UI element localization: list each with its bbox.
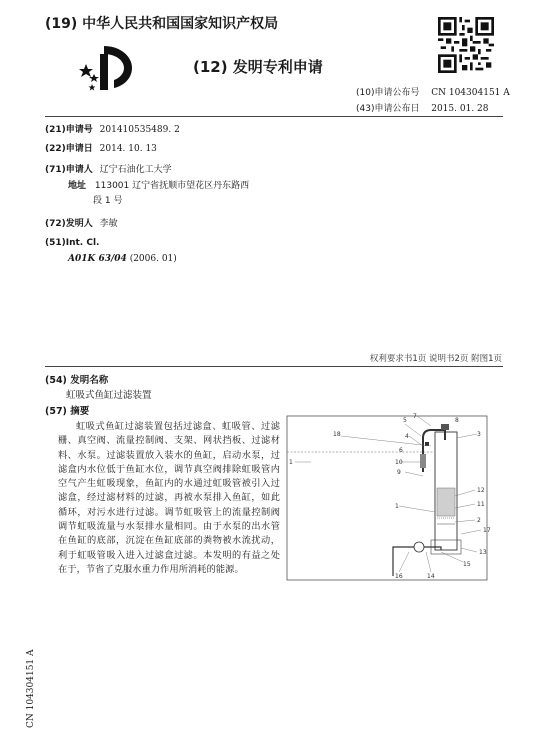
address-line-1: 113001 辽宁省抚顺市望花区丹东路西 bbox=[94, 181, 250, 191]
figure-label-4: 4 bbox=[405, 433, 409, 440]
figure-label-16: 16 bbox=[395, 573, 403, 580]
figure-label-15: 15 bbox=[463, 561, 471, 568]
application-number-row bbox=[45, 122, 180, 135]
publication-number-value: CN 104304151 A bbox=[431, 88, 510, 98]
int-cl-tag: (51)Int. Cl. bbox=[45, 238, 100, 248]
int-cl-year: (2006. 01) bbox=[129, 254, 177, 264]
figure-label-7: 7 bbox=[413, 413, 417, 420]
figure-label-8: 8 bbox=[455, 417, 459, 424]
figure-label-3: 3 bbox=[477, 431, 481, 438]
page-count: 权利要求书1页 说明书2页 附图1页 bbox=[369, 354, 502, 364]
abstract-tag: (57) 摘要 bbox=[45, 406, 90, 417]
pump-inlet bbox=[424, 547, 441, 550]
header-divider bbox=[45, 116, 503, 117]
abstract-divider bbox=[45, 366, 503, 367]
applicant-tag: (71)申请人 bbox=[45, 165, 93, 175]
inventor-tag: (72)发明人 bbox=[45, 219, 93, 229]
publication-number bbox=[356, 85, 510, 98]
invention-title-tag: (54) 发明名称 bbox=[45, 375, 109, 386]
int-cl-value-row bbox=[68, 254, 177, 264]
figure-label-1b: 1 bbox=[395, 503, 399, 510]
figure-label-6: 6 bbox=[399, 447, 403, 454]
application-number-value: 201410535489. 2 bbox=[99, 125, 180, 135]
application-number-tag: (21)申请号 bbox=[45, 125, 93, 135]
publication-date-value: 2015. 01. 28 bbox=[431, 104, 489, 114]
figure-label-10: 10 bbox=[395, 459, 403, 466]
flow-control-valve bbox=[420, 454, 426, 468]
figure-label-9: 9 bbox=[397, 469, 401, 476]
representative-drawing bbox=[281, 412, 511, 584]
abstract-text: 虹吸式鱼缸过滤装置包括过滤盒、虹吸管、过滤栅、真空阀、流量控制阀、支架、网状挡板、过滤材料、水泵。过滤装置放入装水的鱼缸，启动水泵，过滤盒内水位低于鱼缸水位，调节真空阀排除虹吸管内空气产生虹吸现象，鱼缸内的水通过虹吸管被引入过滤盒，经过滤材料的过滤，再被水泵排入鱼缸，如此循环，对污水进行过滤。调节虹吸管上的流量控制阀调节虹吸流量与水泵排水量相同。由于水泵的出水管在鱼缸的底部，沉淀在鱼缸底部的粪物被水流扰动，利于虹吸管吸入进入过滤盒过滤。本发明的有益之处在于，节省了克服水重力作用所消耗的能源。 bbox=[58, 421, 280, 575]
inventor-row bbox=[45, 216, 118, 229]
filing-date-tag: (22)申请日 bbox=[45, 144, 93, 154]
figure-label-14: 14 bbox=[427, 573, 435, 580]
invention-title: 虹吸式鱼缸过滤装置 bbox=[66, 390, 152, 401]
address-line-2-row bbox=[93, 193, 122, 206]
figure-label-5: 5 bbox=[403, 417, 407, 424]
address-row bbox=[68, 178, 249, 191]
int-cl-value: A01K 63/04 bbox=[68, 254, 127, 264]
filing-date-row bbox=[45, 141, 157, 154]
water-pump bbox=[414, 542, 424, 552]
figure-label-13: 13 bbox=[479, 549, 487, 556]
publication-date-tag: (43)申请公布日 bbox=[356, 104, 420, 114]
figure-label-1: 1 bbox=[289, 459, 293, 466]
filter-material bbox=[437, 488, 455, 516]
figure-label-18: 18 bbox=[333, 431, 341, 438]
patent-office-name: (19) 中华人民共和国国家知识产权局 bbox=[45, 16, 279, 32]
side-publication-number: CN 104304151 A bbox=[26, 649, 36, 728]
figure-label-17: 17 bbox=[483, 527, 491, 534]
vacuum-valve bbox=[441, 424, 449, 430]
figure-label-12: 12 bbox=[477, 487, 485, 494]
address-line-2: 段 1 号 bbox=[93, 196, 123, 206]
qr-code-icon bbox=[438, 17, 494, 73]
cnipa-logo bbox=[74, 42, 138, 94]
filing-date-value: 2014. 10. 13 bbox=[99, 144, 157, 154]
siphon-tube bbox=[423, 430, 445, 472]
applicant-row bbox=[45, 162, 172, 175]
document-type: (12) 发明专利申请 bbox=[193, 58, 323, 76]
figure-label-11: 11 bbox=[477, 501, 485, 508]
publication-number-tag: (10)申请公布号 bbox=[356, 88, 420, 98]
pump-outlet-pipe bbox=[393, 547, 414, 576]
publication-date bbox=[356, 101, 489, 114]
int-cl-row bbox=[45, 238, 99, 248]
inventor-value: 李敏 bbox=[99, 219, 118, 229]
address-tag: 地址 bbox=[68, 181, 87, 191]
applicant-value: 辽宁石油化工大学 bbox=[99, 165, 172, 175]
figure-label-2: 2 bbox=[477, 517, 481, 524]
